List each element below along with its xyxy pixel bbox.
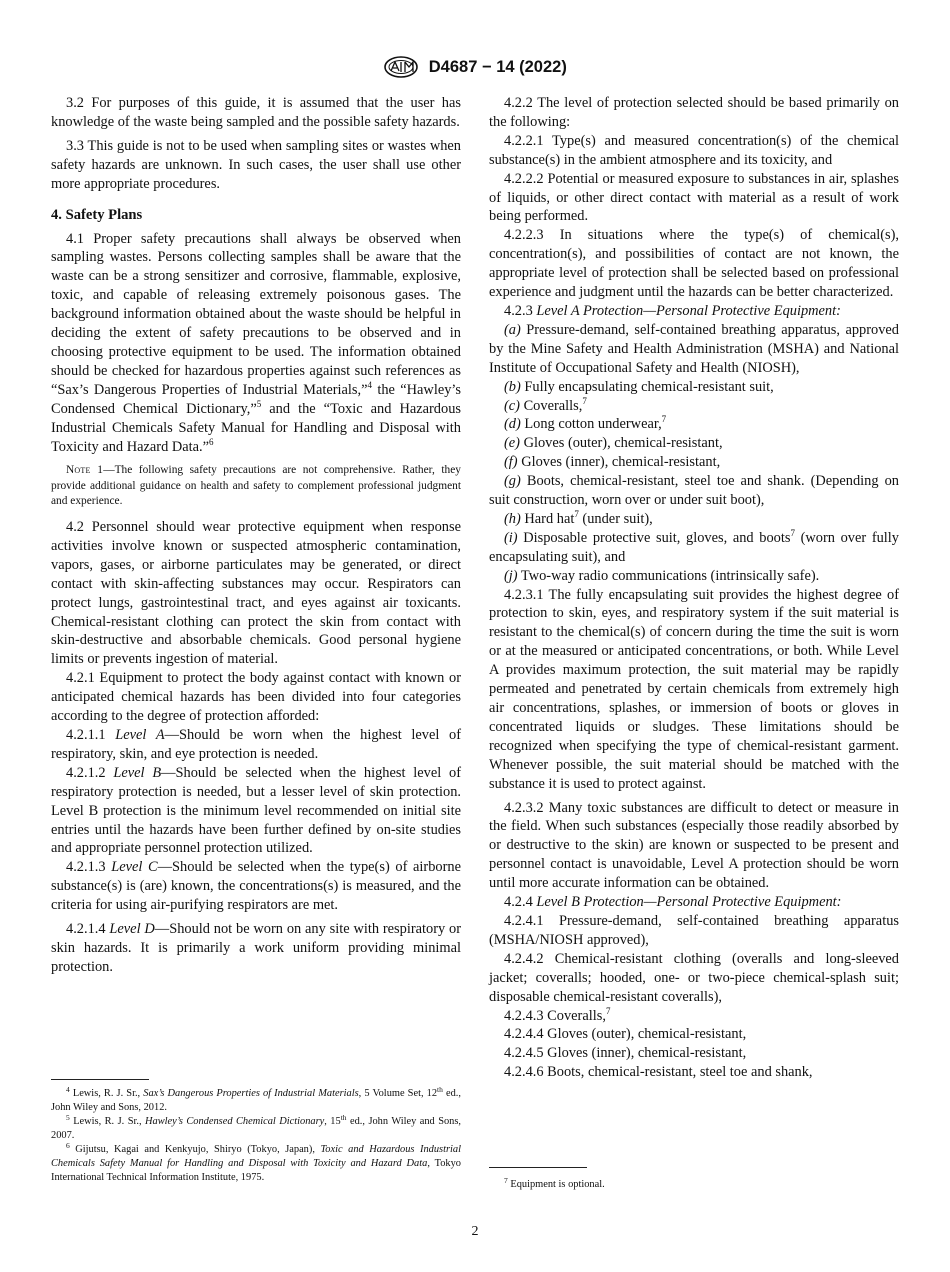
note-1: Note 1—The following safety precautions are not comprehensive. Rather, they provide additional guidance on health and safety to complement professional judgment and experience. — [51, 464, 461, 507]
section-4-2-4-3: 4.2.4.3 Coveralls,$^7$ — [504, 1005, 611, 1024]
list-item: (b) Fully encapsulating chemical-resistant suit, — [504, 378, 774, 395]
footnote-7: $^7$ Equipment is optional. — [504, 1176, 605, 1190]
list-item: (a) Pressure-demand, self-contained breathing apparatus, approved by the Mine Safety and Health Administration (MSHA) and National Institute of Occupational Safety and Health (NIOSH), — [489, 321, 899, 376]
section-4-1: 4.1 Proper safety precautions shall always be observed when sampling wastes. Persons collecting samples shall be aware that the waste can be a strong sensitizer and corrosive, flammable, explosive, toxic, and capable of releasing extremely poisonous gases. The background information obtained about the waste should be helpful in deciding the extent of safety precautions to be observed and in choosing protective equipment to be used. The information obtained should be checked for hazardous properties against such references as “Sax’s Dangerous Properties of Industrial Materials,”$^4$ the “Hawley’s Condensed Chemical Dictionary,”$^5$ and the “Toxic and Hazardous Industrial Chemicals Safety Manual for Handling and Disposal with Toxicity and Hazard Data.”$^6$ — [51, 230, 462, 455]
section-4-2: 4.2 Personnel should wear protective equipment when response activities involve known or suspected atmospheric contamination, vapors, gases, or airborne particulates may be generated, or direct contact with skin-affecting substances may occur. Respirators can protect lungs, gastrointestinal tract, and eyes against air toxicants. Chemical-resistant clothing can protect the skin from contact with skin-destructive and absorbable chemicals. Good personal hygiene limits or prevents ingestion of material. — [51, 519, 461, 668]
section-4-2-4: 4.2.4 Level B Protection—Personal Protective Equipment: — [504, 894, 842, 911]
list-item: (i) Disposable protective suit, gloves, and boots$^7$ (worn over fully encapsulating suit), and — [489, 527, 899, 565]
astm-logo-icon — [383, 56, 419, 78]
page-number: 2 — [471, 1224, 479, 1239]
section-4-2-1-4: 4.2.1.4 Level D—Should not be worn on any site with respiratory or skin hazards. It is primarily a work uniform providing minimal protection. — [51, 921, 461, 975]
footnote-divider-left — [51, 1079, 149, 1080]
section-4-2-2-1: 4.2.2.1 Type(s) and measured concentration(s) of the chemical substance(s) in the ambient atmosphere and its toxicity, and — [489, 132, 899, 168]
section-4-2-3-2: 4.2.3.2 Many toxic substances are difficult to detect or measure in the field. When such substances (especially those readily absorbed by or destructive to the skin) are known or suspected to be present and personnel contact is unavoidable, Level A protection should be worn until more accurate information can be obtained. — [489, 799, 899, 892]
section-4-2-1-2: 4.2.1.2 Level B—Should be selected when the highest level of respiratory protection is needed, but a lesser level of skin protection. Level B protection is the minimum level recommended on initial site entries until the hazards have been further defined by on-site studies and appropriate personnel protection utilized. — [51, 764, 462, 857]
footnotes-right — [489, 1178, 899, 1192]
section-4-2-3: 4.2.3 Level A Protection—Personal Protective Equipment: — [504, 302, 841, 319]
footnote-6: $^6$ Gijutsu, Kagai and Kenkyujo, Shiryo (Tokyo, Japan), Toxic and Hazardous Industrial Chemicals Safety Manual for Handling and Disposal with Toxicity and Hazard Data, Tokyo International Technical Information Institute, 1975. — [51, 1141, 461, 1183]
section-4-heading: 4. Safety Plans — [51, 206, 143, 223]
left-column — [51, 94, 461, 977]
list-item: (g) Boots, chemical-resistant, steel toe and shank. (Depending on suit construction, worn over or under suit boot), — [489, 473, 899, 509]
list-item: (f) Gloves (inner), chemical-resistant, — [504, 454, 721, 471]
level-a-equipment-list — [489, 321, 899, 510]
footnote-ref-5: 5 — [256, 398, 262, 409]
section-3-3: 3.3 This guide is not to be used when sampling sites or wastes when safety hazards are unknown. In such cases, the user shall use other more appropriate procedures. — [51, 137, 461, 192]
footnote-4: $^4$ Lewis, R. J. Sr., Sax’s Dangerous Properties of Industrial Materials, 5 Volume Set, 12th ed., John Wiley and Sons, 2012. — [51, 1085, 461, 1113]
footnote-ref-6: 6 — [209, 436, 214, 447]
section-4-2-4-1: 4.2.4.1 Pressure-demand, self-contained breathing apparatus (MSHA/NIOSH approved), — [489, 912, 899, 948]
list-item: (d) Long cotton underwear,$^7$ — [504, 414, 667, 433]
footnote-5: $^5$ Lewis, R. J. Sr., Hawley’s Condensed Chemical Dictionary, 15th ed., John Wiley and Sons, 2007. — [51, 1113, 461, 1141]
footnote-ref-4: 4 — [367, 379, 372, 390]
list-item: (c) Coveralls,$^7$ — [504, 395, 587, 414]
list-item: (h) Hard hat$^7$ (under suit), — [504, 508, 653, 527]
section-3-2: 3.2 For purposes of this guide, it is assumed that the user has knowledge of the waste being sampled and the possible safety hazards. — [51, 95, 461, 130]
section-4-2-2-3: 4.2.2.3 In situations where the type(s) of chemical(s), concentration(s), and possibilities of contact are not known, the appropriate level of protection shall be selected based on professional experience and judgment until the hazards can be better characterized. — [489, 227, 899, 301]
section-4-2-3-1: 4.2.3.1 The fully encapsulating suit provides the highest degree of protection to skin, eyes, and respiratory system if the suit material is resistant to the chemical(s) of concern during the time the suit is worn or at the measured or anticipated concentrations, or both. While Level A provides maximum protection, the suit material may be rapidly permeated and penetrated by certain chemicals from extremely high air concentrations, splashes, or immersion of boots or gloves in concentrated liquids or sludges. These limitations should be recognized when specifying the type of chemical-resistant garment. Whenever possible, the suit material should be matched with the substance it is used to protect against. — [489, 586, 899, 792]
section-4-2-2-2: 4.2.2.2 Potential or measured exposure to substances in air, splashes of liquids, or other direct contact with material as a result of work being performed. — [489, 170, 899, 225]
section-4-2-4-4: 4.2.4.4 Gloves (outer), chemical-resistant, — [504, 1026, 747, 1043]
footnotes-left — [51, 1087, 461, 1185]
right-column — [489, 94, 899, 1082]
section-4-2-1-3: 4.2.1.3 Level C—Should be selected when the type(s) of airborne substance(s) is (are) known, the concentrations(s) is measured, and the criteria for using air-purifying respirators are met. — [51, 859, 461, 914]
section-4-2-4-6: 4.2.4.6 Boots, chemical-resistant, steel toe and shank, — [504, 1064, 813, 1081]
section-4-2-4-2: 4.2.4.2 Chemical-resistant clothing (overalls and long-sleeved jacket; coveralls; hooded, one- or two-piece chemical-splash suit; disposable chemical-resistant coveralls), — [489, 950, 899, 1005]
page-header — [0, 56, 950, 82]
section-4-2-1-1: 4.2.1.1 Level A—Should be worn when the highest level of respiratory, skin, and eye protection is needed. — [51, 726, 462, 762]
list-item: (j) Two-way radio communications (intrinsically safe). — [504, 567, 820, 584]
footnote-divider-right — [489, 1167, 587, 1168]
section-4-2-1: 4.2.1 Equipment to protect the body against contact with known or anticipated chemical hazards has been divided into four categories according to the degree of protection afforded: — [51, 670, 461, 725]
list-item: (e) Gloves (outer), chemical-resistant, — [504, 435, 723, 452]
document-designation: D4687 − 14 (2022) — [428, 57, 567, 76]
section-4-2-4-5: 4.2.4.5 Gloves (inner), chemical-resistant, — [504, 1045, 747, 1062]
section-4-2-2: 4.2.2 The level of protection selected should be based primarily on the following: — [489, 95, 899, 130]
